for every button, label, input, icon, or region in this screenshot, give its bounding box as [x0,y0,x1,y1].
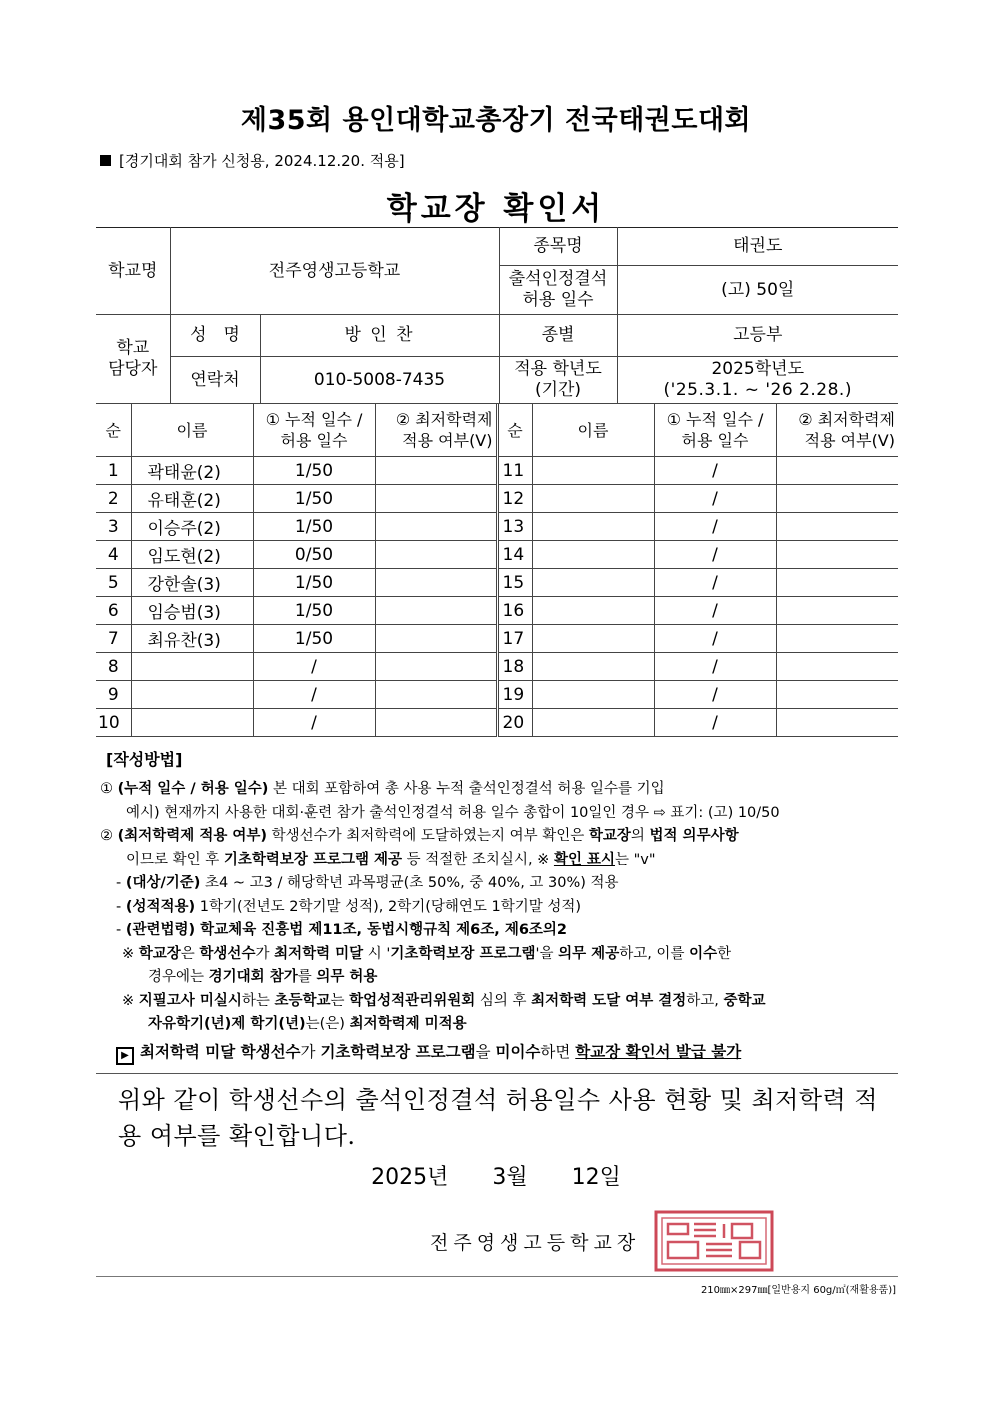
text: 학생선수가 최저학력에 도달하였는지 여부 확인은 [267,828,589,844]
text: 하면 [540,1042,576,1061]
row-days: / [654,541,776,569]
bold-text: (누적 일수 / 허용 일수) [117,781,269,797]
arrow-box-icon: ▶ [116,1047,134,1065]
table-row [96,653,898,681]
method-instructions [100,778,900,1065]
year-period: ('25.3.1. ~ '26 2.28.) [663,380,852,400]
instruction-line [100,825,900,849]
bold-text: 최저학력제 미적용 [349,1016,467,1032]
circled-num: ② [100,828,113,844]
row-name: 이승주(2) [131,513,253,541]
text: - [116,922,126,938]
row-name: 유태훈(2) [131,485,253,513]
text: 가 [255,945,275,962]
bold-text: (관련법령) 학교체육 진흥법 제11조, 동법시행규칙 제6조, 제6조의2 [125,922,568,938]
divider [96,1073,898,1074]
text: 예시) 현재까지 사용한 대회·훈련 참가 출석인정결석 허용 일수 총합이 10일인 경우 ⇨ 표기: (고) 10/50 [126,804,780,821]
row-name [131,653,253,681]
school-value: 전주영생고등학교 [170,228,499,315]
row-days: / [654,513,776,541]
row-applied [375,457,497,485]
header-no-right: 순 [497,404,532,457]
bold-text: (대상/기준) [125,875,201,891]
bold-text: 최저학력 도달 여부 결정 [531,992,687,1009]
text: 을 [475,1042,496,1061]
info-table [96,227,898,404]
bold-text: 기초학력보장 프로그램 [320,1042,476,1061]
row-days: / [654,457,776,485]
instruction-line [100,1013,900,1037]
row-name: 강한솔(3) [131,569,253,597]
row-name [532,485,654,513]
instruction-line [100,896,900,920]
row-no: 3 [96,513,131,541]
text: 는 "v" [615,851,656,868]
bold-text: 학교장 [138,945,181,962]
row-name: 최유찬(3) [131,625,253,653]
instruction-line [100,849,900,873]
header-applied-right: ② 최저학력제 적용 여부(V) [776,404,898,457]
row-name [532,625,654,653]
bold-text: (최저학력제 적용 여부) [117,828,268,844]
row-name [532,597,654,625]
table-row [96,709,898,737]
bold-text: 학업성적관리위원회 [349,992,476,1009]
text: 한 [717,945,732,962]
row-applied [776,569,898,597]
text: 를 [297,969,317,985]
issue-date: 2025년 3월 12일 [371,1165,621,1190]
instruction-line [100,919,900,943]
row-no: 14 [497,541,532,569]
year-cell [617,357,898,404]
row-days: / [253,653,375,681]
row-no: 16 [497,597,532,625]
bold-text: 기초학력보장 프로그램 [390,945,536,962]
row-days: 0/50 [253,541,375,569]
row-no: 19 [497,681,532,709]
row-days: / [253,709,375,737]
row-applied [375,569,497,597]
row-applied [776,625,898,653]
text: 경우에는 [148,969,209,985]
bold-text: 학교장 [588,828,631,844]
category-label: 종별 [499,315,617,357]
text: 시 ' [363,945,391,962]
header-applied-left: ② 최저학력제 적용 여부(V) [375,404,497,457]
school-label: 학교명 [96,228,170,315]
row-days: / [253,681,375,709]
instruction-line [100,943,900,967]
text: 이므로 확인 후 [126,851,224,868]
header-days-right: ① 누적 일수 / 허용 일수 [654,404,776,457]
bold-text: 학생선수 [199,945,256,962]
row-days: 1/50 [253,513,375,541]
table-row [96,569,898,597]
row-applied [375,541,497,569]
text: 심의 후 [475,992,532,1009]
contact-value: 010-5008-7435 [260,357,499,404]
row-days: 1/50 [253,485,375,513]
row-name [131,709,253,737]
text: 는(은) [305,1016,350,1032]
method-heading: [작성방법] [106,750,183,769]
row-name [532,541,654,569]
text: 초4 ~ 고3 / 해당학년 과목평균(초 50%, 중 40%, 고 30%) 적용 [200,875,619,891]
bold-text: 중학교 [723,992,766,1009]
text: 하고, 이를 [619,945,690,962]
attend-label: 출석인정결석 허용 일수 [499,266,617,315]
bold-text: 의무 제공 [558,945,620,962]
row-days: / [654,569,776,597]
bold-text: 자유학기(년)제 학기(년) [148,1016,306,1032]
bold-text: (성적적용) [125,898,196,915]
row-name: 임승범(3) [131,597,253,625]
row-days: / [654,653,776,681]
row-days: 1/50 [253,625,375,653]
text: 는 [330,992,350,1009]
footer-divider [96,1276,898,1277]
table-row [96,457,898,485]
bold-text: 학교장 확인서 발급 불가 [575,1042,742,1061]
row-applied [375,681,497,709]
instruction-line [100,966,900,990]
bold-text: 지필고사 미실시 [138,992,242,1009]
row-name: 임도현(2) [131,541,253,569]
attend-value: (고) 50일 [617,266,898,315]
contest-title: 제35회 용인대학교총장기 전국태권도대회 [240,105,752,136]
row-no: 4 [96,541,131,569]
row-name: 곽태윤(2) [131,457,253,485]
row-name [532,653,654,681]
table-row [96,485,898,513]
text: 하고, [686,992,724,1009]
text: - [116,875,126,891]
row-applied [776,653,898,681]
row-no: 15 [497,569,532,597]
row-no: 2 [96,485,131,513]
row-no: 20 [497,709,532,737]
row-applied [776,541,898,569]
row-no: 18 [497,653,532,681]
bold-text: 초등학교 [274,992,331,1009]
year-label: 적용 학년도 (기간) [499,357,617,404]
instruction-line [100,802,900,826]
paper-spec: 210㎜×297㎜[일반용지 60g/㎡(재활용품)] [700,1285,896,1296]
category-value: 고등부 [617,315,898,357]
text: '을 [535,945,559,962]
square-bullet-icon [100,155,111,166]
text: 의 [630,828,650,844]
table-row [96,541,898,569]
row-name [532,513,654,541]
official-seal-icon [654,1210,774,1272]
row-applied [776,485,898,513]
text: 등 적절한 조치실시, ※ [402,851,554,868]
row-no: 1 [96,457,131,485]
row-applied [375,597,497,625]
row-applied [375,653,497,681]
text: ※ [122,992,139,1009]
row-no: 10 [96,709,131,737]
row-days: 1/50 [253,457,375,485]
name-value: 방 인 찬 [260,315,499,357]
text: 은 [180,945,200,962]
instruction-line [100,778,900,802]
bold-text: 확인 표시 [553,851,616,868]
header-name-right: 이름 [532,404,654,457]
bold-text: 법적 의무사항 [649,828,739,844]
bold-text: 기초학력보장 프로그램 제공 [223,851,403,868]
text: 하는 [241,992,275,1009]
manager-label: 학교 담당자 [96,315,170,404]
bold-text: 최저학력 미달 학생선수 [140,1042,301,1061]
row-applied [776,709,898,737]
row-name [532,457,654,485]
contact-label: 연락처 [170,357,260,404]
row-no: 12 [497,485,532,513]
row-applied [776,597,898,625]
row-days: / [654,485,776,513]
text: 1학기(전년도 2학기말 성적), 2학기(당해연도 1학기말 성적) [195,898,582,915]
row-no: 17 [497,625,532,653]
event-label: 종목명 [499,228,617,266]
subtitle [100,150,405,171]
text: ※ [122,945,139,962]
event-value: 태권도 [617,228,898,266]
row-days: 1/50 [253,597,375,625]
instruction-line [100,990,900,1014]
row-applied [375,709,497,737]
circled-num: ① [100,781,113,797]
row-no: 7 [96,625,131,653]
year-value: 2025학년도 [711,359,805,379]
row-applied [776,457,898,485]
confirm-statement: 위와 같이 학생선수의 출석인정결석 허용일수 사용 현황 및 최저학력 적용 여부를 확인합니다. [118,1086,878,1150]
table-row [96,625,898,653]
row-applied [776,681,898,709]
row-days: / [654,709,776,737]
document-title: 학교장 확인서 [386,191,606,227]
text: 본 대회 포함하여 총 사용 누적 출석인정결석 허용 일수를 기입 [268,781,665,797]
row-days: / [654,681,776,709]
row-applied [776,513,898,541]
bold-text: 미이수 [495,1042,541,1061]
text: - [116,898,126,915]
row-name [532,709,654,737]
subtitle-text: [경기대회 참가 신청용, 2024.12.20. 적용] [119,152,405,170]
name-label: 성 명 [170,315,260,357]
row-no: 8 [96,653,131,681]
text: 가 [300,1042,321,1061]
bold-text: 의무 허용 [316,969,378,985]
instruction-line [100,872,900,896]
header-days-left: ① 누적 일수 / 허용 일수 [253,404,375,457]
row-days: / [654,597,776,625]
table-row [96,681,898,709]
row-applied [375,485,497,513]
bold-text: 경기대회 참가 [208,969,298,985]
row-no: 13 [497,513,532,541]
row-no: 5 [96,569,131,597]
row-no: 6 [96,597,131,625]
row-no: 9 [96,681,131,709]
table-row [96,597,898,625]
row-days: / [654,625,776,653]
bold-text: 이수 [689,945,718,962]
bold-text: 최저학력 미달 [274,945,364,962]
row-name [532,681,654,709]
row-applied [375,513,497,541]
header-no-left: 순 [96,404,131,457]
row-no: 11 [497,457,532,485]
principal-signature: 전주영생고등학교장 [430,1232,641,1254]
table-row [96,513,898,541]
row-applied [375,625,497,653]
header-name-left: 이름 [131,404,253,457]
row-name [131,681,253,709]
row-name [532,569,654,597]
roster-table [96,403,898,737]
row-days: 1/50 [253,569,375,597]
warning-callout [100,1041,900,1065]
